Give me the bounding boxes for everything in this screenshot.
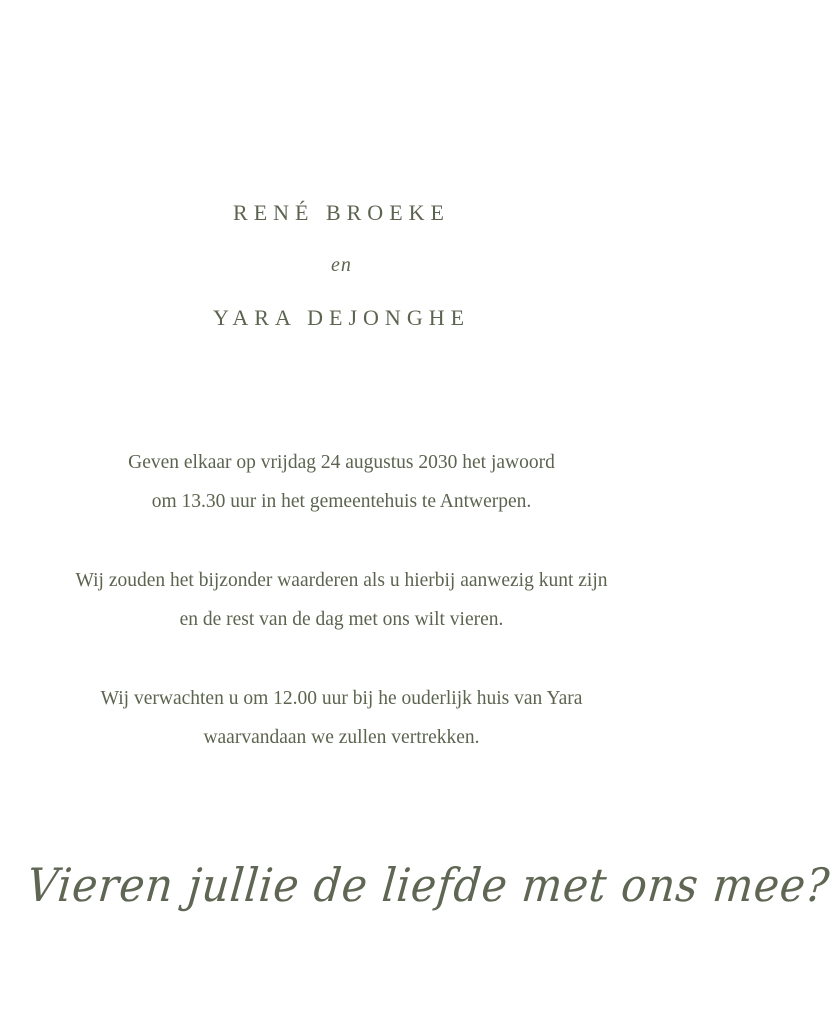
groom-name: RENÉ BROEKE [233, 200, 450, 225]
bride-name: YARA DEJONGHE [212, 305, 471, 330]
text-line: waarvandaan we zullen vertrekken. [203, 727, 480, 748]
text-line: Wij verwachten u om 12.00 uur bij he ouderlijk huis van Yara [100, 688, 583, 709]
text-line: Wij zouden het bijzonder waarderen als u hierbij aanwezig kunt zijn [75, 570, 608, 591]
connector-en: en [331, 254, 352, 276]
paragraph-invitation [0, 561, 683, 639]
text-line: om 13.30 uur in het gemeentehuis te Antwerpen. [151, 491, 532, 512]
paragraph-meeting [0, 679, 683, 757]
text-line: en de rest van de dag met ons wilt vieren. [179, 609, 504, 630]
text-line: Geven elkaar op vrijdag 24 augustus 2030 het jawoord [128, 452, 555, 473]
paragraph-ceremony [0, 443, 683, 521]
closing-script: Vieren jullie de liefde met ons mee? [24, 858, 832, 912]
